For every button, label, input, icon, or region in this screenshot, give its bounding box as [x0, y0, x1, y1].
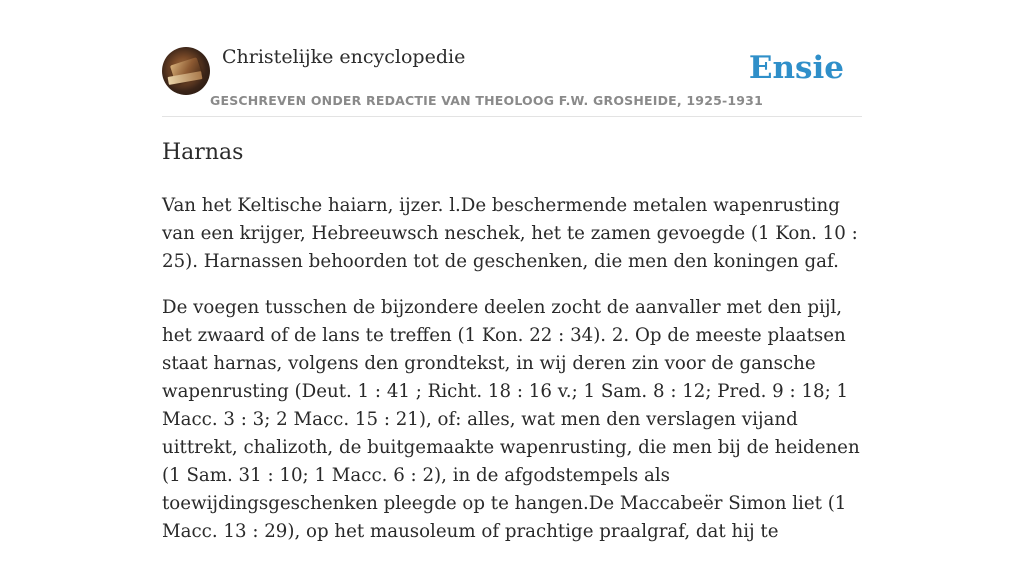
site-header [162, 46, 862, 117]
article-paragraph: Van het Keltische haiarn, ijzer. l.De beschermende metalen wapenrusting van een krijger, Hebreeuwsch neschek, het te zamen gevoegde (1 Kon. 10 : 25). Harnassen behoorden tot de geschenken, die men den koningen gaf. [162, 195, 858, 272]
ensie-logo[interactable]: Ensie [748, 50, 844, 86]
article-title: Harnas [162, 140, 244, 165]
site-subtitle: GESCHREVEN ONDER REDACTIE VAN THEOLOOG F.W. GROSHEIDE, 1925-1931 [210, 93, 763, 108]
site-title[interactable]: Christelijke encyclopedie [222, 46, 466, 68]
encyclopedia-avatar[interactable] [162, 47, 210, 95]
article-body [162, 192, 864, 564]
article-paragraph: De voegen tusschen de bijzondere deelen zocht de aanvaller met den pijl, het zwaard of de lans te treffen (1 Kon. 22 : 34). 2. Op de meeste plaatsen staat harnas, volgens den grondtekst, in wij deren zin voor de gansche wapenrusting (Deut. 1 : 41 ; Richt. 18 : 16 v.; 1 Sam. 8 : 12; Pred. 9 : 18; 1 Macc. 3 : 3; 2 Macc. 15 : 21), of: alles, wat men den verslagen vijand uittrekt, chalizoth, de buitgemaakte wapenrusting, die men bij de heidenen (1 Sam. 31 : 10; 1 Macc. 6 : 2), in de afgodstempels als toewijdingsgeschenken pleegde op te hangen.De Maccabeër Simon liet (1 Macc. 13 : 29), op het mausoleum of prachtige praalgraf, dat hij te [162, 297, 860, 542]
